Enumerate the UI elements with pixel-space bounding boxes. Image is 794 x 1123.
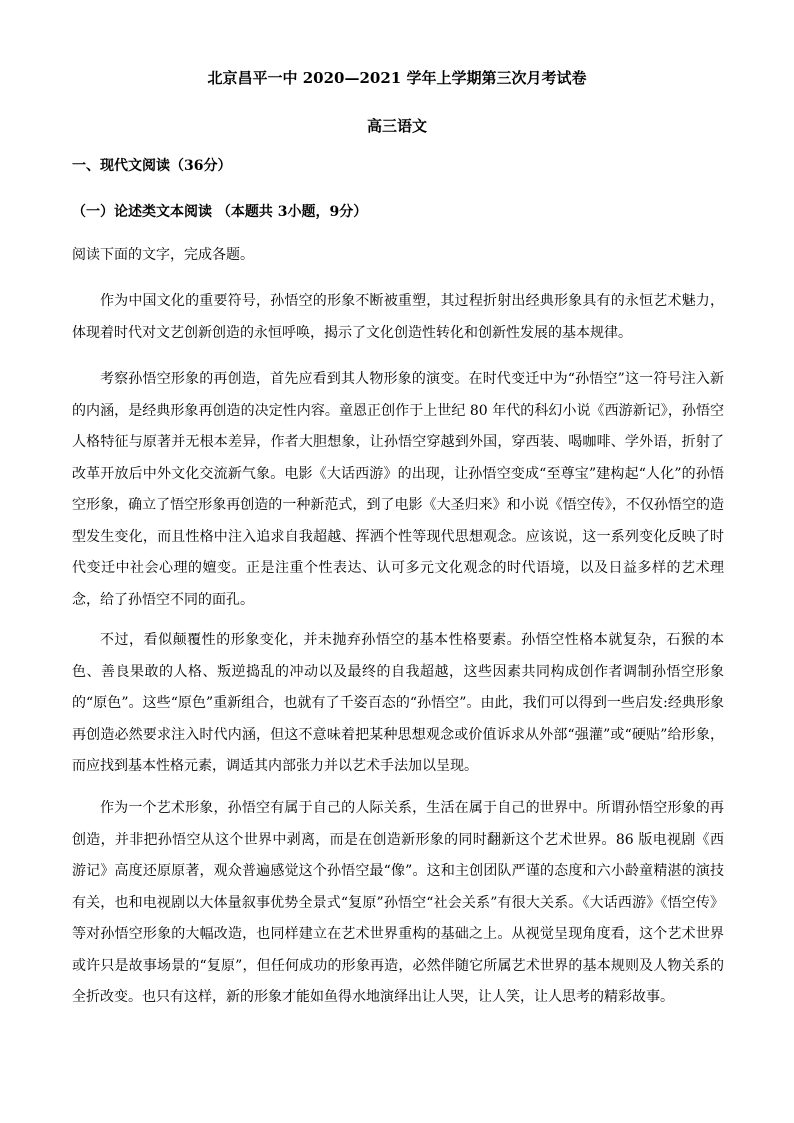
passage-paragraph-4: 作为一个艺术形象，孙悟空有属于自己的人际关系，生活在属于自己的世界中。所谓孙悟空形象的再创造，并非把孙悟空从这个世界中剥离，而是在创造新形象的同时翻新这个艺术世界。86 版电视剧《西游记》高度还原原著，观众普遍感觉这个孙悟空最“像”。这和主创团队严谨的态度和六小龄童精湛的演技有关，也和电视剧以大体量叙事优势全景式“复原”孙悟空“社会关系”有很大关系。《大话西游》《悟空传》等对孙悟空形象的大幅改造，也同样建立在艺术世界重构的基础之上。从视觉呈现角度看，这个艺术世界或许只是故事场景的“复原”，但任何成功的形象再造，必然伴随它所属艺术世界的基本规则及人物关系的全折改变。也只有这样，新的形象才能如鱼得水地演绎出让人哭，让人笑，让人思考的精彩故事。 [72, 800, 724, 1005]
exam-title: 北京昌平一中 2020—2021 学年上学期第三次月考试卷 [207, 69, 587, 87]
subsection-heading-argumentative: （一）论述类文本阅读 （本题共 3小题，9分） [72, 204, 368, 220]
passage-paragraph-2: 考察孙悟空形象的再创造，首先应看到其人物形象的演变。在时代变迁中为“孙悟空”这一符号注入新的内涵，是经典形象再创造的决定性内容。童恩正创作于上世纪 80 年代的科幻小说《西游新记》，孙悟空人格特征与原著并无根本差异，作者大胆想象，让孙悟空穿越到外国，穿西装、喝咖啡、学外语，折射了改革开放后中外文化交流新气象。电影《大话西游》的出现，让孙悟空变成“至尊宝”建构起“人化”的孙悟空形象，确立了悟空形象再创造的一种新范式，到了电影《大圣归来》和小说《悟空传》，不仅孙悟空的造型发生变化，而且性格中注入追求自我超越、挥洒个性等现代思想观念。应该说，这一系列变化反映了时代变迁中社会心理的嬗变。正是注重个性表达、认可多元文化观念的时代语境，以及日益多样的艺术理念，给了孙悟空不同的面孔。 [72, 371, 724, 608]
reading-instruction: 阅读下面的文字，完成各题。 [72, 247, 254, 263]
exam-subject: 高三语文 [366, 117, 427, 135]
passage-paragraph-3: 不过，看似颠覆性的形象变化，并未抛弃孙悟空的基本性格要素。孙悟空性格本就复杂，石猴的本色、善良果敢的人格、叛逆捣乱的冲动以及最终的自我超越，这些因素共同构成创作者调制孙悟空形象的“原色”。这些“原色”重新组合，也就有了千姿百态的“孙悟空”。由此，我们可以得到一些启发:经典形象再创造必然要求注入时代内涵，但这不意味着把某种思想观念或价值诉求从外部“强灌”或“硬贴”给形象，而应找到基本性格元素，调适其内部张力并以艺术手法加以呈现。 [72, 632, 724, 774]
passage-paragraph-1: 作为中国文化的重要符号，孙悟空的形象不断被重塑，其过程折射出经典形象具有的永恒艺术魅力，体现着时代对文艺创新创造的永恒呼唤，揭示了文化创造性转化和创新性发展的基本规律。 [72, 293, 724, 341]
section-heading-modern-reading: 一、现代文阅读（36分） [72, 158, 232, 174]
